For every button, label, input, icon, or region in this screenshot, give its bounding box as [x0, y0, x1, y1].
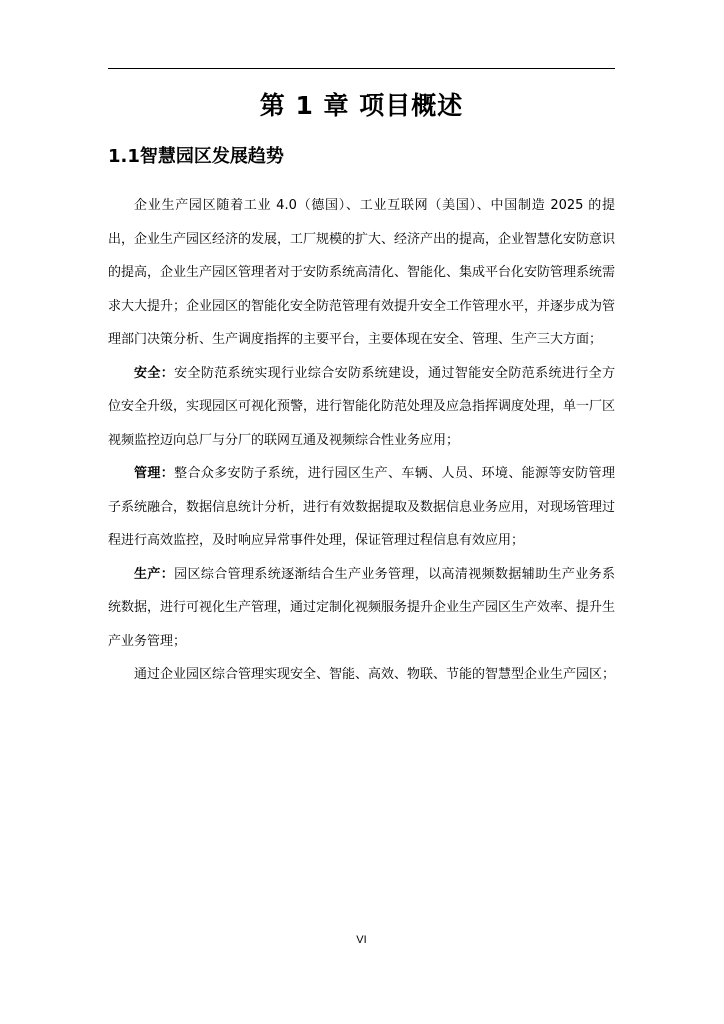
- paragraph-label-management: 管理：: [134, 466, 175, 481]
- paragraph-summary: [108, 658, 615, 692]
- paragraph-production: [108, 558, 615, 659]
- chapter-title: 第 1 章 项目概述: [259, 91, 464, 120]
- paragraph-text: 整合众多安防子系统，进行园区生产、车辆、人员、环境、能源等安防管理子系统融合，数据信息统计分析，进行有效数据提取及数据信息业务应用，对现场管理过程进行高效监控，及时响应异常事件处理，保证管理过程信息有效应用；: [108, 466, 616, 548]
- body-text: [108, 189, 615, 692]
- section-heading: 1.1智慧园区发展趋势: [108, 146, 284, 167]
- paragraph-management: [108, 457, 615, 558]
- paragraph-text: 安全防范系统实现行业综合安防系统建设，通过智能安全防范系统进行全方位安全升级，实现园区可视化预警，进行智能化防范处理及应急指挥调度处理，单一厂区视频监控迈向总厂与分厂的联网互通及视频综合性业务应用；: [108, 365, 616, 448]
- paragraph-text: 企业生产园区随着工业 4.0（德国）、工业互联网（美国）、中国制造 2025 的提出，企业生产园区经济的发展，工厂规模的扩大、经济产出的提高，企业智慧化安防意识的提高，企业生产园区管理者对于安防系统高清化、智能化、集成平台化安防管理系统需求大大提升；企业园区的智能化安全防范管理有效提升安全工作管理水平，并逐步成为管理部门决策分析、生产调度指挥的主要平台，主要体现在安全、管理、生产三大方面；: [108, 198, 616, 347]
- paragraph-label-production: 生产：: [134, 566, 175, 582]
- paragraph-intro: [108, 189, 615, 357]
- page-number: VI: [356, 934, 367, 946]
- header-rule: [108, 68, 615, 69]
- paragraph-safety: [108, 357, 615, 458]
- paragraph-label-safety: 安全：: [134, 365, 175, 381]
- paragraph-text: 通过企业园区综合管理实现安全、智能、高效、物联、节能的智慧型企业生产园区；: [134, 667, 616, 682]
- paragraph-text: 园区综合管理系统逐渐结合生产业务管理，以高清视频数据辅助生产业务系统数据，进行可视化生产管理，通过定制化视频服务提升企业生产园区生产效率、提升生产业务管理；: [108, 566, 616, 649]
